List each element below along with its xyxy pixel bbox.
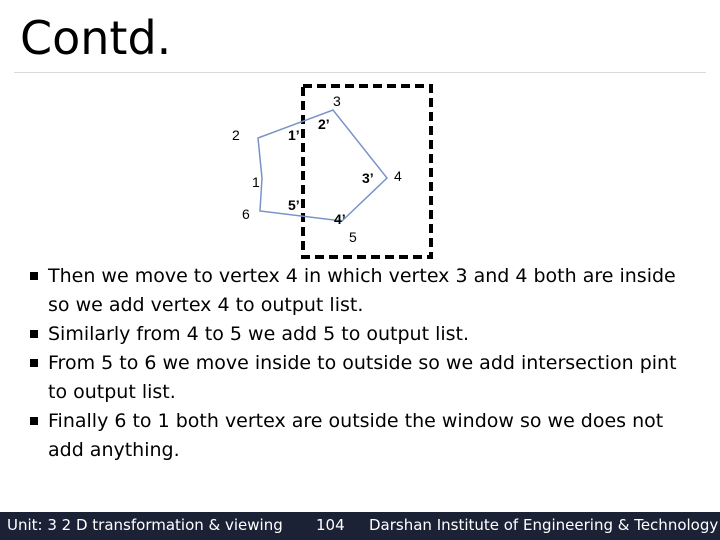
square-bullet-icon xyxy=(30,359,38,367)
vertex-label-2: 2 xyxy=(232,127,240,143)
footer-unit: Unit: 3 2 D transformation & viewing xyxy=(7,516,283,534)
bullet-item xyxy=(30,262,700,320)
footer-page-number: 104 xyxy=(316,516,345,534)
bullet-text: From 5 to 6 we move inside to outside so we add intersection pint to output list. xyxy=(48,352,677,403)
bullet-list xyxy=(30,262,700,465)
square-bullet-icon xyxy=(30,417,38,425)
output-label-3: 3’ xyxy=(362,170,374,186)
bullet-item xyxy=(30,407,700,465)
footer-institute: Darshan Institute of Engineering & Technology xyxy=(369,516,719,534)
slide-title: Contd. xyxy=(20,11,172,65)
output-label-5: 5’ xyxy=(288,197,300,213)
square-bullet-icon xyxy=(30,272,38,280)
output-label-4: 4’ xyxy=(334,211,346,227)
bullet-item xyxy=(30,349,700,407)
clipping-diagram xyxy=(0,0,720,260)
vertex-label-1: 1 xyxy=(252,174,260,190)
vertex-label-4: 4 xyxy=(394,168,402,184)
bullet-text: Then we move to vertex 4 in which vertex 3 and 4 both are inside so we add vertex 4 to output list. xyxy=(48,265,676,316)
bullet-item xyxy=(30,320,700,349)
square-bullet-icon xyxy=(30,330,38,338)
footer-bar xyxy=(0,512,720,540)
bullet-text: Finally 6 to 1 both vertex are outside the window so we does not add anything. xyxy=(48,410,664,461)
vertex-label-5: 5 xyxy=(349,229,357,245)
vertex-label-3: 3 xyxy=(333,93,341,109)
vertex-label-6: 6 xyxy=(242,206,250,222)
bullet-text: Similarly from 4 to 5 we add 5 to output list. xyxy=(48,323,470,345)
output-label-2: 2’ xyxy=(318,116,330,132)
output-label-1: 1’ xyxy=(288,127,300,143)
